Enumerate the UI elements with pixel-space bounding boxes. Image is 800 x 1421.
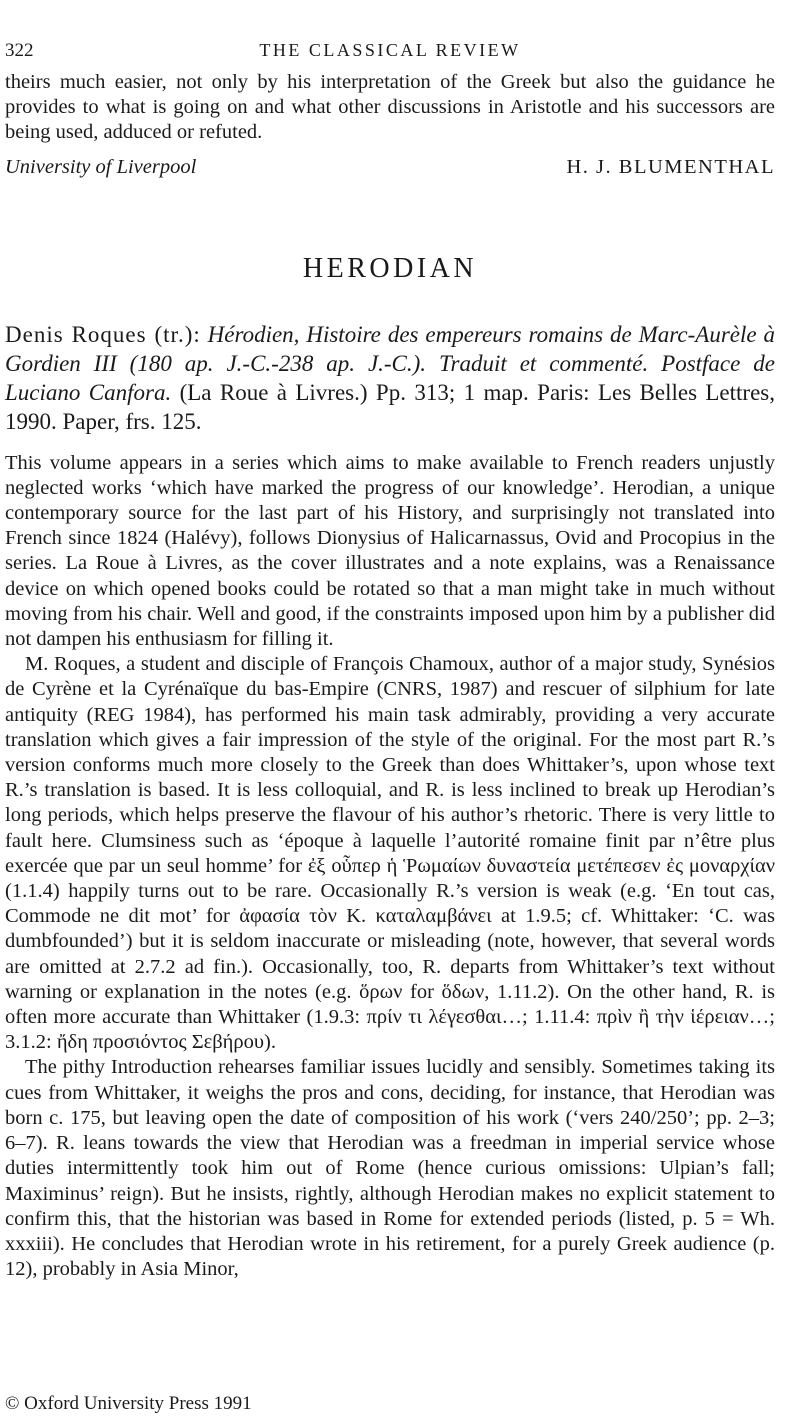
review-paragraph: The pithy Introduction rehearses familiar issues lucidly and sensibly. Sometimes taking its cues from Whittaker, it weighs the pros and cons, deciding, for instance, that Herodian was born c. 175, but leaving open the date of composition of his work (‘vers 240/250’; pp. 2–3; 6–7). R. leans towards the view that Herodian was a freedman in imperial service whose duties intermittently took him out of Rome (hence curious omissions: Ulpian’s fall; Maximinus’ reign). But he insists, rightly, although Herodian makes no explicit statement to confirm this, that the historian was based in Rome for extended periods (listed, p. 5 = Wh. xxxiii). He concludes that Herodian wrote in his retirement, for a purely Greek audience (p. 12), probably in Asia Minor, (5, 1056, 775, 1281)
bibliographic-entry (5, 320, 775, 436)
running-head (5, 40, 775, 70)
journal-title: THE CLASSICAL REVIEW (259, 40, 521, 60)
copyright-notice: © Oxford University Press 1991 (5, 1393, 252, 1414)
review-paragraph: M. Roques, a student and disciple of François Chamoux, author of a major study, Synésios de Cyrène et la Cyrénaïque du bas-Empire (CNRS, 1987) and rescuer of silphium for late antiquity (REG 1984), has performed his main task admirably, providing a very accurate translation which gives a fair impression of the style of the original. For the most part R.’s version conforms much more closely to the Greek than does Whittaker’s, upon whose text R.’s translation is based. It is less colloquial, and R. is less inclined to break up Herodian’s long periods, which helps preserve the flavour of his author’s rhetoric. There is very little to fault here. Clumsiness such as ‘époque à laquelle l’autorité romaine finit par n’être plus exercée que par un seul homme’ for ἐξ οὗπερ ἡ Ῥωμαίων δυναστεία μετέπεσεν ἐς μοναρχίαν (1.1.4) happily turns out to be rare. Occasionally R.’s version is weak (e.g. ‘En tout cas, Commode ne dit mot’ for ἀφασία τὸν Κ. καταλαμβάνει at 1.9.5; cf. Whittaker: ‘C. was dumbfounded’) but it is seldom inaccurate or misleading (note, however, that several words are omitted at 2.7.2 ad fin.). Occasionally, too, R. departs from Whittaker’s text without warning or explanation in the notes (e.g. ὅρων for ὅδων, 1.11.2). On the other hand, R. is often more accurate than Whittaker (1.9.3: πρίν τι λέγεσθαι…; 1.11.4: πρὶν ἢ τὴν ἱέρειαν…; 3.1.2: ἤδη προσιόντος Σεβήρου). (5, 653, 775, 1054)
reviewer-institution: University of Liverpool (5, 155, 197, 178)
previous-review-closing: theirs much easier, not only by his interpretation of the Greek but also the guidance he provides to what is going on and what other discussions in Aristotle and his successors are being used, adduced or refuted. (5, 71, 775, 144)
page-number: 322 (5, 40, 34, 61)
book-title: Hérodien, Histoire des empereurs romains de Marc-Aurèle à Gordien III (180 ap. J.-C.-238 ap. J.-C.). Traduit et commenté. Postface de Luciano Canfora. (5, 321, 775, 405)
book-details: (La Roue à Livres.) Pp. 313; 1 map. Paris: Les Belles Lettres, 1990. Paper, frs. 125. (5, 379, 775, 434)
section-heading: HERODIAN (302, 252, 478, 284)
review-paragraph: This volume appears in a series which aims to make available to French readers unjustly neglected works ‘which have marked the progress of our knowledge’. Herodian, a unique contemporary source for the last part of his History, and surprisingly not translated into French since 1824 (Halévy), follows Dionysius of Halicarnassus, Ovid and Procopius in the series. La Roue à Livres, as the cover illustrates and a note explains, was a Renaissance device on which opened books could be rotated so that a man might take in much without moving from his chair. Well and good, if the constraints imposed upon him by a publisher did not dampen his enthusiasm for filling it. (5, 451, 775, 651)
reviewer-name: H. J. BLUMENTHAL (566, 155, 775, 178)
page (5, 40, 775, 1282)
book-author: Denis Roques (tr.): (5, 321, 201, 347)
signature-row (5, 155, 775, 180)
